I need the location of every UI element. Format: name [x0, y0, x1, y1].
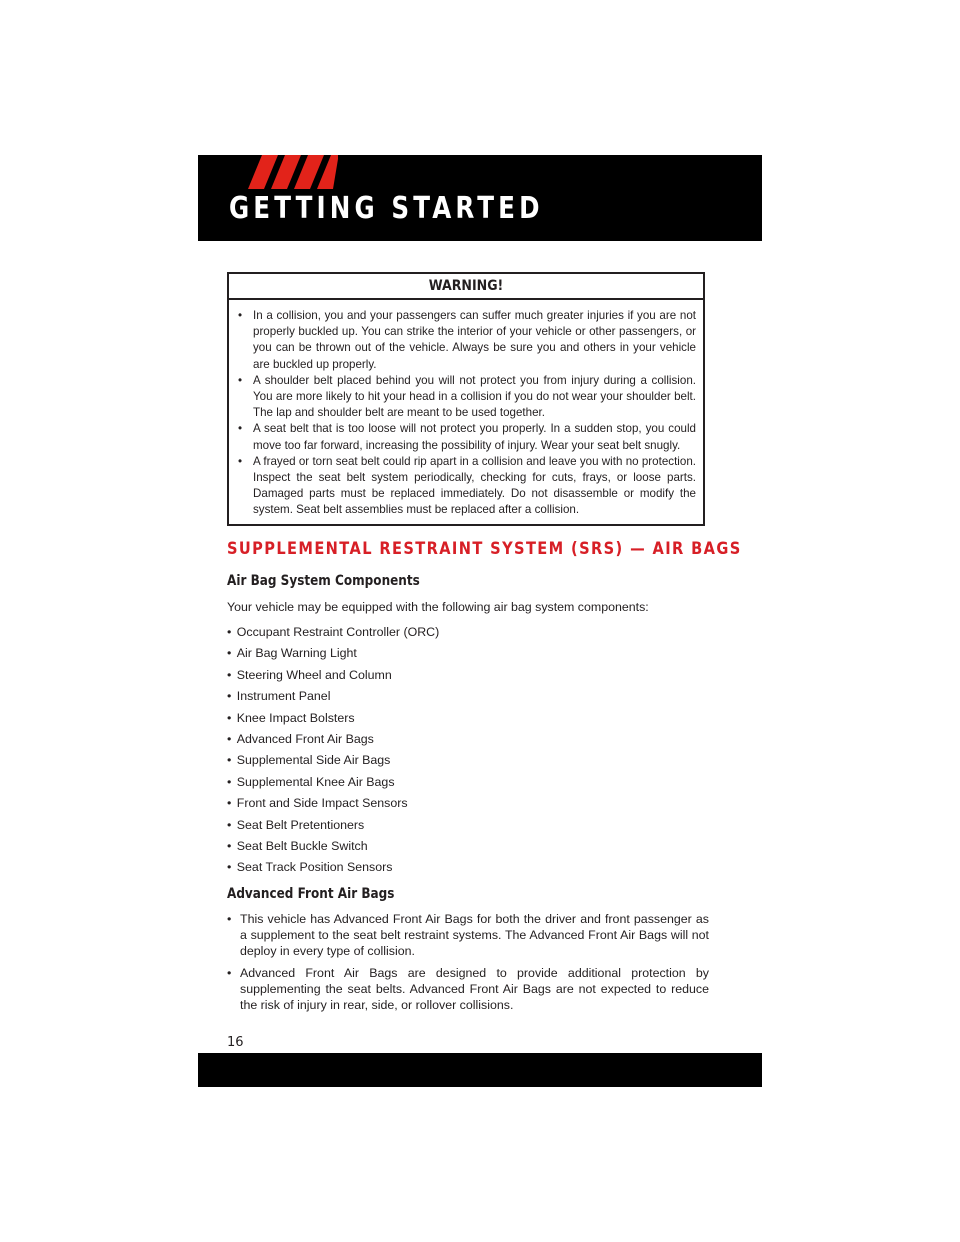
page-number: 16 [227, 1035, 244, 1050]
list-item: • Air Bag Warning Light [227, 645, 439, 666]
warning-item: • A frayed or torn seat belt could rip apart in a collision and leave you with no protection. Inspect the seat belt system periodically, checking for cuts, frays, or loose parts. Damaged parts must be replaced immediately. Do not disassemble or modify the system. Seat belt assemblies must be replaced after a collision. [238, 454, 696, 519]
warning-title: WARNING! [229, 274, 703, 300]
list-item: • Instrument Panel [227, 688, 439, 709]
list-item: • Seat Track Position Sensors [227, 859, 439, 880]
srs-section-heading: SUPPLEMENTAL RESTRAINT SYSTEM (SRS) — AIR BAGS [227, 539, 742, 559]
list-item: • Supplemental Side Air Bags [227, 752, 439, 773]
list-item: • This vehicle has Advanced Front Air Bags for both the driver and front passenger as a supplement to the seat belt restraint systems. The Advanced Front Air Bags will not deploy in every type of collision. [227, 911, 709, 959]
warning-item: • A seat belt that is too loose will not protect you properly. In a sudden stop, you could move too far forward, increasing the possibility of injury. Wear your seat belt snugly. [238, 421, 696, 453]
list-item: • Seat Belt Buckle Switch [227, 838, 439, 859]
advanced-front-air-bags-heading: Advanced Front Air Bags [227, 886, 395, 902]
list-item: • Occupant Restraint Controller (ORC) [227, 624, 439, 645]
list-item: • Advanced Front Air Bags [227, 731, 439, 752]
list-item: • Front and Side Impact Sensors [227, 795, 439, 816]
list-item: • Steering Wheel and Column [227, 667, 439, 688]
components-heading: Air Bag System Components [227, 573, 420, 589]
warning-list [229, 300, 703, 519]
list-item: • Advanced Front Air Bags are designed to provide additional protection by supplementing the seat belts. Advanced Front Air Bags are not expected to reduce the risk of injury in rear, side, or rollover collisions. [227, 965, 709, 1013]
warning-item: • A shoulder belt placed behind you will not protect you from injury during a collision. You are more likely to hit your head in a collision if you do not wear your shoulder belt. The lap and shoulder belt are meant to be used together. [238, 373, 696, 422]
list-item: • Supplemental Knee Air Bags [227, 774, 439, 795]
components-intro: Your vehicle may be equipped with the following air bag system components: [227, 600, 649, 614]
racing-stripes-logo [248, 155, 338, 189]
list-item: • Seat Belt Pretentioners [227, 817, 439, 838]
warning-item: • In a collision, you and your passengers can suffer much greater injuries if you are not properly buckled up. You can strike the interior of your vehicle or other passengers, or you can be thrown out of the vehicle. Always be sure you and others in your vehicle are buckled up properly. [238, 308, 696, 373]
footer-bar [198, 1053, 762, 1087]
section-title: GETTING STARTED [229, 191, 544, 226]
advanced-front-air-bags-list [227, 911, 709, 1019]
warning-box [227, 272, 705, 526]
list-item: • Knee Impact Bolsters [227, 710, 439, 731]
components-list [227, 624, 439, 881]
section-header-bar [198, 155, 762, 241]
